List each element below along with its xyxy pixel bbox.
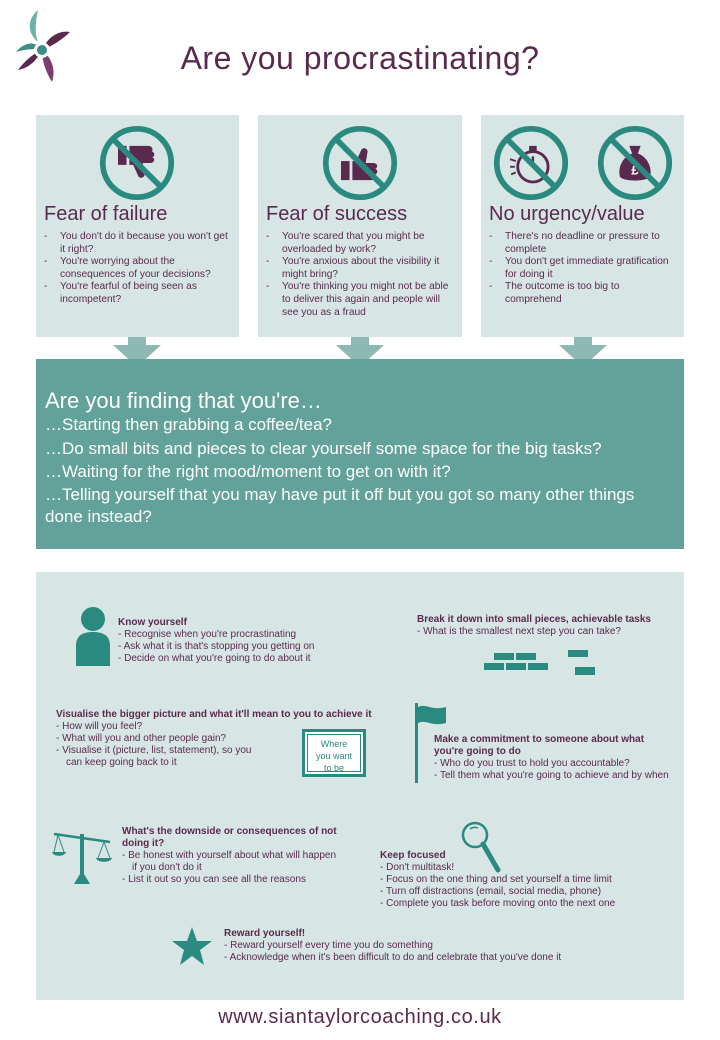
card-list: [44, 231, 229, 307]
tip-title: Make a commitment to someone about what you're going to do: [434, 734, 645, 757]
list-item: - You're fearful of being seen as incompetent?: [44, 281, 229, 306]
tip-title: Reward yourself!: [224, 928, 306, 939]
card-list: [266, 231, 452, 319]
list-item: - How will you feel?: [56, 721, 256, 733]
tip-title: Keep focused: [380, 850, 446, 861]
list-item: - Turn off distractions (email, social media, phone): [380, 886, 670, 898]
website-link[interactable]: www.siantaylorcoaching.co.uk: [218, 1006, 502, 1028]
card-heading: No urgency/value: [489, 203, 645, 225]
finding-line: …Do small bits and pieces to clear yourself some space for the big tasks?: [45, 439, 602, 458]
list-item: - Complete you task before moving onto the next one: [380, 898, 670, 910]
finding-line: …Waiting for the right mood/moment to get on with it?: [45, 462, 451, 481]
finding-line: …Telling yourself that you may have put it off but you got so many other things done instead?: [45, 485, 635, 526]
tip-title: Know yourself: [118, 617, 187, 628]
list-item: - Acknowledge when it's been difficult to do and celebrate that you've done it: [224, 952, 664, 964]
pound-sign: £: [631, 162, 639, 178]
list-item: - You're worrying about the consequences of your decisions?: [44, 256, 229, 281]
finding-panel: [36, 359, 684, 549]
list-item: - Recognise when you're procrastinating: [118, 629, 378, 641]
tip-break-it-down: [417, 614, 677, 638]
list-item: - Ask what it is that's stopping you getting on: [118, 641, 378, 653]
list-item: - Reward yourself every time you do something: [224, 940, 664, 952]
list-item: - Focus on the one thing and set yourself a time limit: [380, 874, 670, 886]
tip-keep-focused: [380, 850, 670, 910]
list-item: - List it out so you can see all the reasons: [122, 874, 337, 886]
tip-reward: [224, 928, 664, 964]
card-fear-of-failure: [36, 115, 239, 337]
bricks-icon: [484, 650, 602, 680]
tip-title: Visualise the bigger picture and what it'll mean to you to achieve it: [56, 709, 372, 720]
list-item: - You don't get immediate gratification for doing it: [489, 256, 674, 281]
person-icon: [74, 606, 112, 666]
list-item: - Who do you trust to hold you accountable?: [434, 758, 674, 770]
tip-know-yourself: [118, 617, 378, 665]
card-fear-of-success: [258, 115, 462, 337]
list-item: - You're thinking you might not be able to deliver this again and people will see you as a fraud: [266, 281, 452, 319]
frame-text: to be: [323, 763, 345, 773]
picture-frame: [302, 729, 366, 777]
tip-title: What's the downside or consequences of not doing it?: [122, 826, 337, 849]
money-bag-icon: [597, 125, 673, 201]
list-item: - You don't do it because you won't get it right?: [44, 231, 229, 256]
thumbs-down-icon: [99, 125, 175, 201]
star-icon: [172, 927, 212, 965]
frame-text: you want: [315, 751, 353, 761]
stopwatch-icon: [493, 125, 569, 201]
thumbs-up-icon: [322, 125, 398, 201]
list-item: - Tell them what you're going to achieve and by when: [434, 770, 674, 782]
scales-icon: [52, 828, 112, 884]
list-item: - What is the smallest next step you can take?: [417, 626, 677, 638]
list-item: - There's no deadline or pressure to complete: [489, 231, 674, 256]
list-item: - Don't multitask!: [380, 862, 670, 874]
list-item: - Decide on what you're going to do about it: [118, 653, 378, 665]
list-item: - Visualise it (picture, list, statement), so you can keep going back to it: [56, 745, 256, 769]
finding-heading: Are you finding that you're…: [45, 388, 322, 413]
frame-text: Where: [320, 739, 348, 749]
list-item: - Be honest with yourself about what will happen if you don't do it: [122, 850, 337, 874]
tip-title: Break it down into small pieces, achievable tasks: [417, 614, 651, 625]
card-heading: Fear of failure: [44, 203, 168, 225]
list-item: - What will you and other people gain?: [56, 733, 256, 745]
finding-line: …Starting then grabbing a coffee/tea?: [45, 415, 332, 434]
list-item: - The outcome is too big to comprehend: [489, 281, 674, 306]
card-no-urgency: [481, 115, 684, 337]
tip-downside: [122, 826, 362, 886]
list-item: - You're anxious about the visibility it might bring?: [266, 256, 452, 281]
tip-commitment: [434, 734, 674, 782]
card-list: [489, 231, 674, 307]
list-item: - You're scared that you might be overloaded by work?: [266, 231, 452, 256]
page-title: Are you procrastinating?: [180, 40, 540, 76]
card-heading: Fear of success: [266, 203, 408, 225]
